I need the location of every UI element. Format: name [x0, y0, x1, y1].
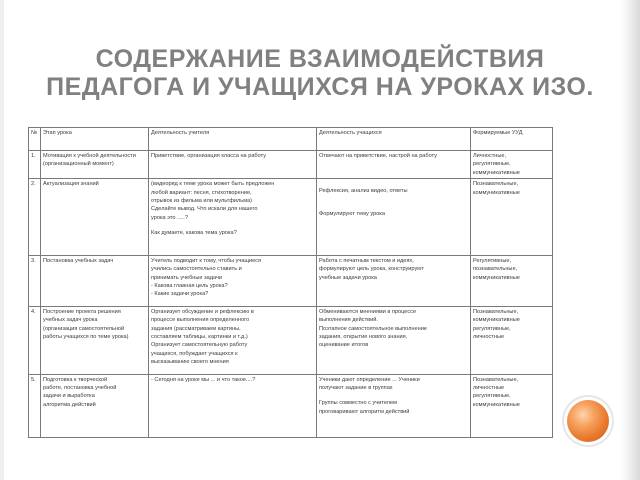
cell-text: принимать учебные задачи — [151, 274, 223, 281]
cell-text: Ученики дают определение ... Ученики — [319, 376, 420, 383]
cell-students — [317, 256, 471, 307]
cell-text: учились самостоятельно ставить и — [151, 266, 242, 273]
cell-text: работы учащихся по теме урока) — [43, 334, 129, 341]
cell-text: Мотивация к учебной деятельности — [43, 153, 136, 159]
cell-text: Познавательные, — [473, 309, 519, 316]
cell-uud — [471, 151, 553, 179]
cell-text: Познавательные, — [473, 376, 519, 383]
cell-text: Личностные, — [473, 153, 507, 159]
cell-text: - Сегодня на уроке мы ... и что такое....? — [151, 376, 256, 383]
cell-teacher — [149, 151, 317, 179]
cell-text: задания, открытие нового знания, — [319, 334, 408, 341]
cell-text: оценивание итогов — [319, 342, 369, 349]
table-row — [29, 374, 553, 437]
cell-text: коммуникативные — [473, 401, 520, 408]
cell-text: Учитель подводит к тому, чтобы учащиеся — [151, 258, 262, 265]
cell-stage — [41, 151, 149, 179]
cell-text: составляем таблицы, картинки и т.д.) — [151, 334, 248, 341]
cell-text: Формулируют тему урока — [319, 210, 385, 217]
table-header-row — [29, 128, 553, 151]
table-row — [29, 179, 553, 256]
cell-uud — [471, 179, 553, 256]
cell-uud — [471, 256, 553, 307]
cell-num: 4. — [29, 307, 41, 374]
cell-text: Обмениваются мнениями в процессе — [319, 309, 417, 316]
cell-text: Актуализация знаний — [43, 181, 99, 188]
header-num: № — [29, 128, 41, 151]
cell-stage — [41, 179, 149, 256]
cell-text: урока это .....? — [151, 214, 188, 221]
orange-orb-decoration — [567, 400, 609, 442]
cell-text: задачи и выработка — [43, 393, 95, 400]
cell-stage — [41, 307, 149, 374]
cell-text: - Какие задачи урока? — [151, 291, 209, 298]
cell-stage — [41, 256, 149, 307]
cell-num: 2. — [29, 179, 41, 256]
table-row — [29, 256, 553, 307]
cell-text: коммуникативные — [473, 169, 520, 176]
cell-text: процессе выполнения определенного — [151, 317, 250, 324]
cell-text: - Какова главная цель урока? — [151, 283, 228, 289]
cell-text: Построение проекта решения — [43, 309, 121, 316]
cell-text: коммуникативные — [473, 189, 520, 196]
cell-students — [317, 307, 471, 374]
cell-text: Организует самостоятельную работу — [151, 342, 248, 349]
cell-text: Сделайте вывод. Что искали для нашего — [151, 206, 258, 213]
cell-text: Работа с печатным текстом и идеях, — [319, 258, 414, 265]
cell-text: Познавательные, — [473, 181, 519, 188]
cell-spacer — [319, 196, 468, 210]
cell-teacher — [149, 307, 317, 374]
cell-text: работе, постановка учебной — [43, 384, 117, 391]
cell-teacher — [149, 179, 317, 256]
cell-text: выполнения действий. — [319, 317, 378, 324]
cell-text: (организация самостоятельной — [43, 325, 125, 332]
table-row — [29, 151, 553, 179]
cell-text: любой вариант: песня, стихотворение, — [151, 189, 252, 196]
cell-text: отрывок из фильма или мультфильма) — [151, 198, 253, 205]
cell-text: высказыванию своего мнения — [151, 358, 229, 365]
cell-text: познавательные, — [473, 266, 518, 273]
cell-text: Группы совместно с учителем — [319, 400, 397, 407]
header-uud: Формируемые УУД — [471, 128, 553, 151]
cell-spacer — [319, 180, 468, 187]
cell-text: коммуникативные — [473, 317, 520, 324]
cell-text: регулятивные, — [473, 393, 511, 400]
cell-text: Подготовка к творческой — [43, 376, 108, 383]
slide-title — [0, 45, 640, 101]
header-students: Деятельность учащихся — [317, 128, 471, 151]
cell-stage — [41, 374, 149, 437]
slide-title-line-2: ПЕДАГОГА И УЧАЩИХСЯ НА УРОКАХ ИЗО. — [46, 73, 594, 101]
cell-text: учебные задачи урока — [319, 274, 377, 281]
cell-text: Регулятивные, — [473, 258, 512, 265]
cell-text: Организует обсуждение и рефлексию в — [151, 309, 254, 316]
cell-spacer — [151, 222, 314, 229]
header-teacher: Деятельность учителя — [149, 128, 317, 151]
cell-text: Как думаете, какова тема урока? — [151, 229, 237, 236]
cell-spacer — [319, 392, 468, 399]
slide-title-line-1: СОДЕРЖАНИЕ ВЗАИМОДЕЙСТВИЯ — [95, 45, 545, 73]
cell-teacher — [149, 374, 317, 437]
cell-text: проговаривают алгоритм действий — [319, 408, 410, 415]
cell-uud — [471, 374, 553, 437]
cell-students — [317, 374, 471, 437]
cell-text: учебных задач урока — [43, 317, 98, 324]
cell-uud — [471, 307, 553, 374]
cell-students — [317, 151, 471, 179]
cell-text: личностные — [473, 334, 505, 341]
table-row — [29, 307, 553, 374]
cell-text: личностные — [473, 384, 505, 391]
cell-text: Отвечают на приветствие, настрой на работу — [319, 153, 438, 159]
cell-text: учащихся, побуждает учащихся к — [151, 350, 238, 357]
cell-text: алгоритма действий — [43, 401, 96, 408]
lesson-structure-table — [28, 127, 553, 438]
cell-text: Рефлексия, анализ видео, ответы — [319, 188, 408, 195]
cell-text: Приветствие, организация класса на работу — [151, 153, 267, 159]
cell-num: 3. — [29, 256, 41, 307]
cell-text: задания (рассматриваем картины, — [151, 325, 241, 332]
cell-text: (организационный момент) — [43, 161, 114, 168]
cell-text: Поэтапное самостоятельное выполнение — [319, 325, 427, 332]
cell-text: формулируют цель урока, конструируют — [319, 266, 424, 273]
header-stage: Этап урока — [41, 128, 149, 151]
cell-text: (видеоряд к теме урока может быть предложен — [151, 181, 275, 188]
cell-teacher — [149, 256, 317, 307]
cell-text: регулятивные, — [473, 161, 511, 168]
cell-students — [317, 179, 471, 256]
cell-text: коммуникативные — [473, 274, 520, 281]
cell-text: регулятивные, — [473, 325, 511, 332]
cell-num: 5. — [29, 374, 41, 437]
cell-num: 1. — [29, 151, 41, 179]
cell-text: получают задание в группах — [319, 384, 393, 391]
cell-text: Постановка учебных задач — [43, 258, 114, 265]
